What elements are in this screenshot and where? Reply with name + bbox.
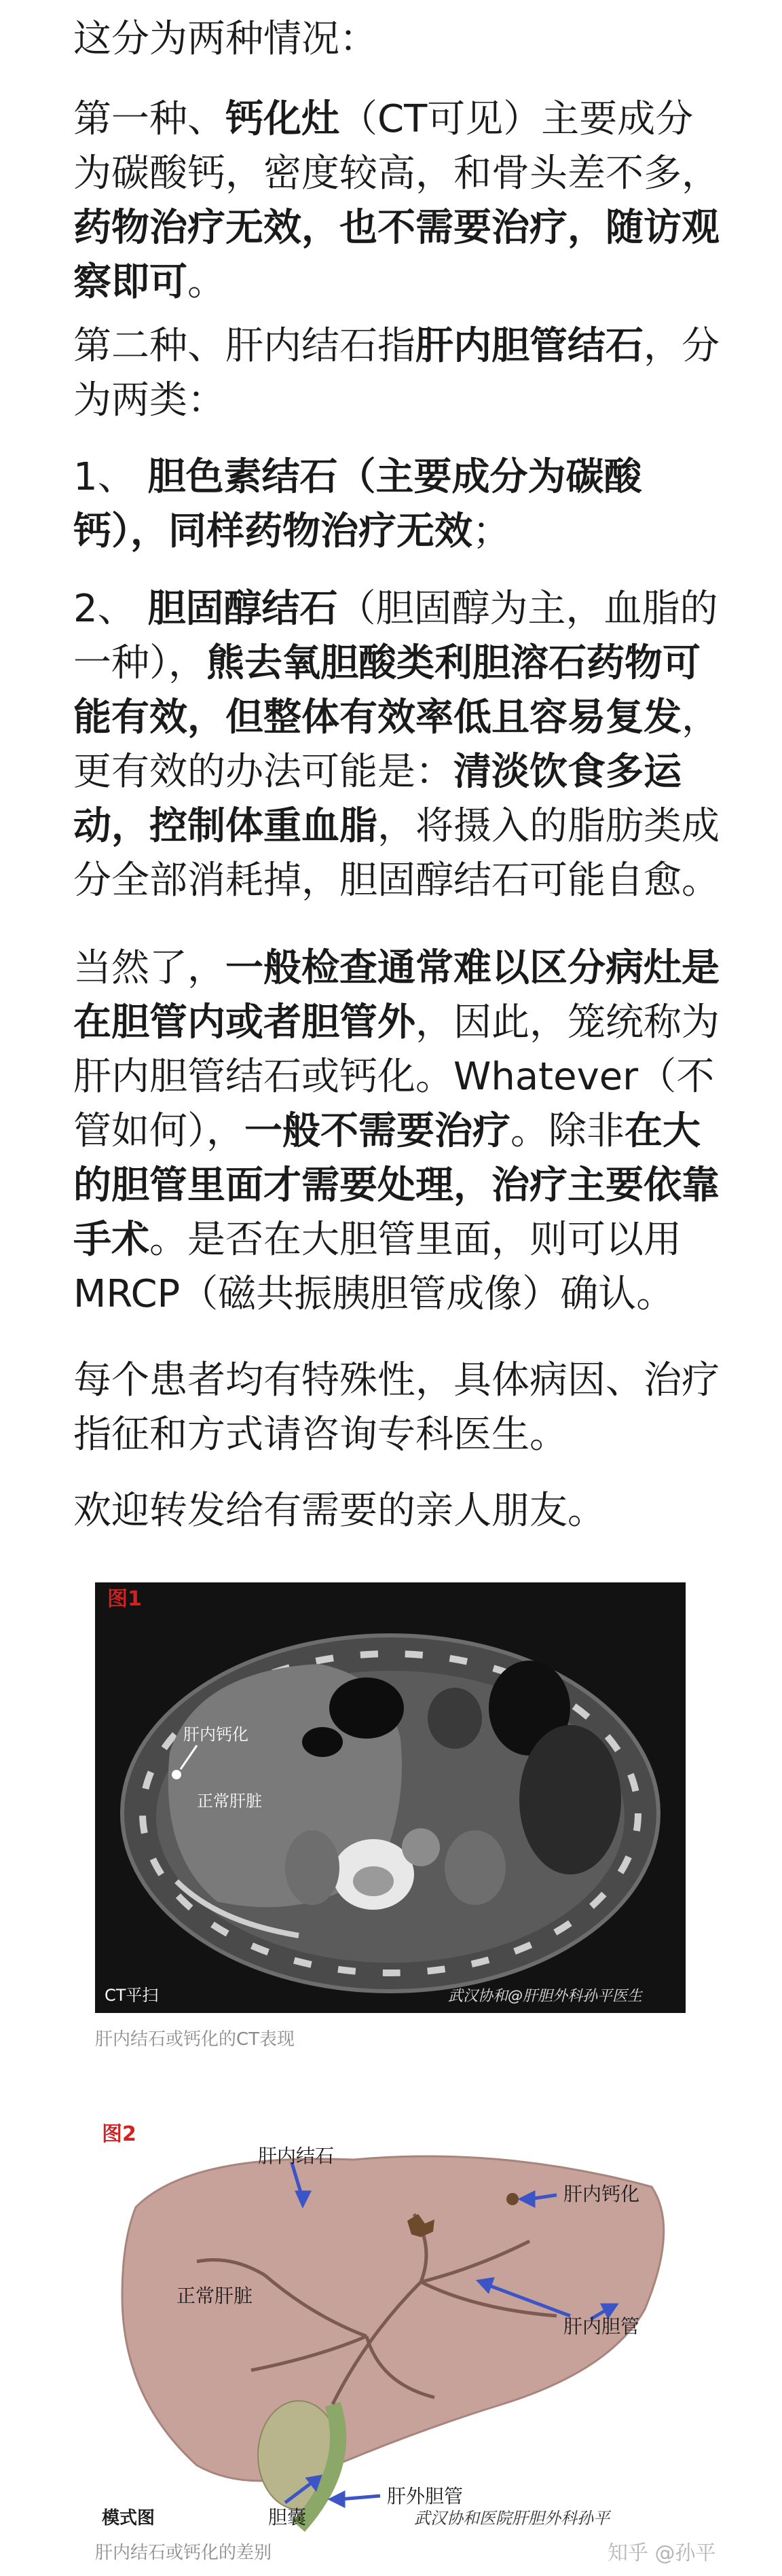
calcification-label: 肝内钙化: [563, 2183, 640, 2205]
normal-liver-label: 正常肝脏: [197, 1792, 262, 1811]
bold-text: 肝内胆管结石: [415, 324, 644, 368]
paragraph-advice: [73, 1354, 725, 1462]
paragraph-type-one: [73, 92, 725, 310]
figure-caption: 肝内结石或钙化的差别: [95, 2543, 272, 2563]
bold-text: 钙化灶: [225, 97, 339, 141]
bold-text: 一般不需要治疗: [244, 1109, 510, 1153]
text: 2、: [73, 587, 148, 631]
text: ，更有效的办法可能是：: [73, 695, 720, 794]
text: 第一种、: [73, 97, 225, 141]
bold-text: 药物治疗无效，也不需要治疗，随访观察即可: [73, 206, 720, 304]
diagram-type-label: 模式图: [102, 2508, 155, 2528]
text: 当然了，: [73, 946, 225, 990]
bold-text: 在大的胆管里面才需要处理，治疗主要依靠手术: [73, 1109, 720, 1262]
text: （CT可见）主要成分为碳酸钙，密度较高，和骨头差不多，: [73, 97, 720, 196]
bold-text: 胆色素结石（主要成分为碳酸钙），同样药物治疗无效: [73, 455, 642, 554]
extrahepatic-duct-label: 肝外胆管: [387, 2485, 464, 2507]
text: 欢迎转发给有需要的亲人朋友。: [73, 1489, 606, 1533]
text: （胆固醇为主，血脂的一种），: [73, 587, 718, 685]
paragraph-type-two: [73, 319, 725, 428]
text: ；: [472, 509, 510, 554]
stone-label: 肝内结石: [258, 2145, 335, 2167]
scan-type-label: CT平扫: [105, 1986, 159, 2005]
gallbladder-label: 胆囊: [268, 2506, 307, 2528]
paragraph-share: [73, 1484, 725, 1538]
text: 。: [187, 260, 225, 304]
calcification-label: 肝内钙化: [183, 1725, 248, 1744]
liver-diagram-image: [95, 2112, 706, 2533]
figure-caption: 肝内结石或钙化的CT表现: [95, 2029, 295, 2050]
figure-tag: 图2: [102, 2122, 136, 2146]
text: ，将摄入的脂肪类成分全部消耗掉，胆固醇结石可能自愈。: [73, 804, 720, 903]
text: 。除非: [510, 1109, 625, 1153]
text: ，因此，笼统称为肝内胆管结石或钙化。Whatever（不管如何），: [73, 1000, 720, 1153]
paragraph-item-two: [73, 582, 725, 908]
duct-label: 肝内胆管: [563, 2315, 640, 2338]
bold-text: 一般检查通常难以区分病灶是在胆管内或者胆管外: [73, 946, 720, 1045]
text: 每个患者均有特殊性，具体病因、治疗指征和方式请咨询专科医生。: [73, 1358, 720, 1457]
paragraph-intro: [73, 12, 725, 67]
text: ，分为两类：: [73, 324, 720, 422]
site-watermark: 知乎 @孙平: [608, 2541, 716, 2565]
paragraph-conclusion: [73, 941, 725, 1322]
bold-text: 清淡饮食多运动，控制体重血脂: [73, 750, 682, 848]
watermark-text: 武汉协和医院肝胆外科孙平: [414, 2509, 610, 2528]
text: 。是否在大胆管里面，则可以用MRCP（磁共振胰胆管成像）确认。: [73, 1218, 682, 1316]
text: 这分为两种情况：: [73, 17, 377, 61]
watermark-text: 武汉协和@肝胆外科孙平医生: [448, 1988, 643, 2005]
bold-text: 熊去氧胆酸类利胆溶石药物可能有效，但整体有效率低且容易复发: [73, 641, 701, 740]
text: 1、: [73, 455, 148, 499]
ct-scan-image: [95, 1582, 686, 2013]
text: 第二种、肝内结石指: [73, 324, 415, 368]
normal-liver-label: 正常肝脏: [176, 2285, 253, 2307]
paragraph-item-one: [73, 450, 725, 559]
bold-text: 胆固醇结石: [147, 587, 338, 631]
figure-tag: 图1: [107, 1587, 142, 1611]
